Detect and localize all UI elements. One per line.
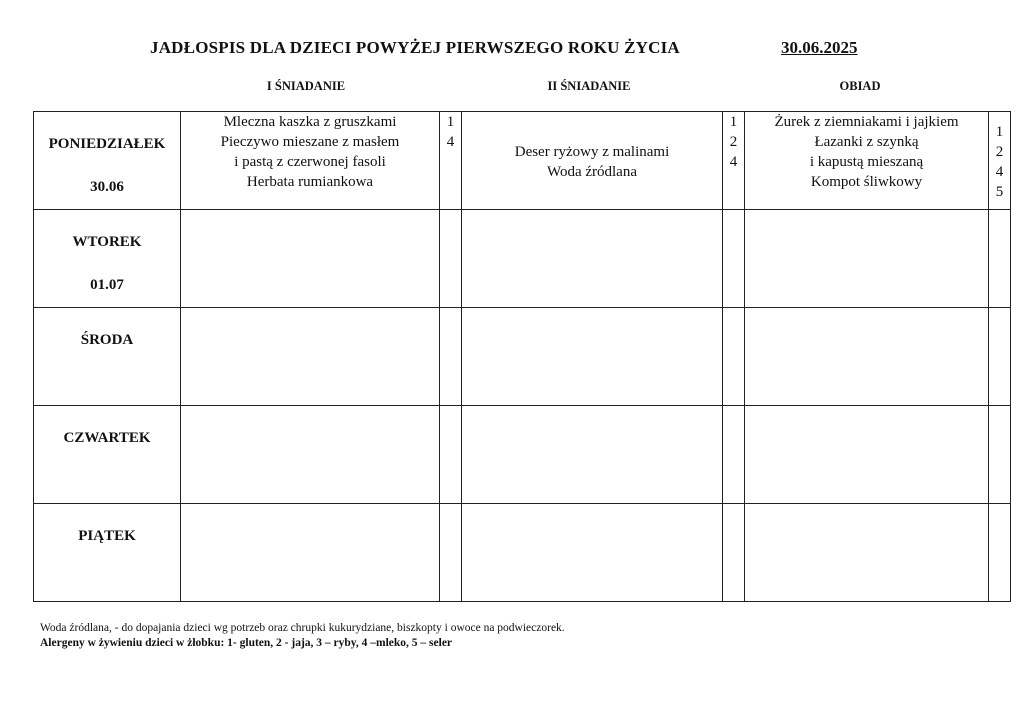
day-date: 30.06 bbox=[90, 179, 124, 195]
meal-cell-breakfast1 bbox=[181, 308, 440, 406]
allergen-number: 1 bbox=[446, 114, 455, 130]
allergen-cell-breakfast1 bbox=[440, 210, 462, 308]
table-row-monday bbox=[34, 112, 1011, 210]
table-row-thursday bbox=[34, 406, 1011, 504]
meal-cell-breakfast1 bbox=[181, 504, 440, 602]
meal-item: i kapustą mieszaną bbox=[809, 154, 924, 170]
day-cell-wednesday bbox=[34, 308, 181, 406]
allergen-cell-breakfast2 bbox=[723, 112, 745, 210]
allergen-cell-breakfast2 bbox=[723, 308, 745, 406]
meal-item: Kompot śliwkowy bbox=[810, 174, 923, 190]
allergen-cell-breakfast2 bbox=[723, 210, 745, 308]
allergen-number: 5 bbox=[995, 184, 1004, 200]
page-title: JADŁOSPIS DLA DZIECI POWYŻEJ PIERWSZEGO ROKU ŻYCIA bbox=[150, 38, 680, 57]
allergen-number: 1 bbox=[995, 124, 1004, 140]
meal-cell-lunch bbox=[745, 112, 989, 210]
meal-item: Łazanki z szynką bbox=[814, 134, 919, 150]
day-name: CZWARTEK bbox=[63, 430, 151, 446]
day-name: ŚRODA bbox=[80, 332, 134, 348]
meal-cell-breakfast2 bbox=[462, 504, 723, 602]
allergen-cell-lunch bbox=[989, 308, 1011, 406]
meal-item: Pieczywo mieszane z masłem bbox=[220, 134, 400, 150]
meal-cell-breakfast2 bbox=[462, 308, 723, 406]
allergen-cell-lunch bbox=[989, 112, 1011, 210]
allergen-number: 2 bbox=[995, 144, 1004, 160]
allergen-number: 4 bbox=[446, 134, 455, 150]
footer-note: Woda źródlana, - do dopajania dzieci wg potrzeb oraz chrupki kukurydziane, biszkopty i owoce na podwieczorek. bbox=[40, 622, 565, 634]
meal-item: Żurek z ziemniakami i jajkiem bbox=[774, 114, 959, 130]
meal-cell-lunch bbox=[745, 210, 989, 308]
allergen-cell-breakfast1 bbox=[440, 112, 462, 210]
meal-cell-lunch bbox=[745, 406, 989, 504]
column-header-lunch: OBIAD bbox=[839, 79, 881, 93]
allergen-cell-lunch bbox=[989, 504, 1011, 602]
meal-cell-breakfast1 bbox=[181, 406, 440, 504]
table-row-wednesday bbox=[34, 308, 1011, 406]
allergen-cell-breakfast2 bbox=[723, 406, 745, 504]
day-cell-tuesday bbox=[34, 210, 181, 308]
meal-cell-breakfast2 bbox=[462, 406, 723, 504]
meal-item: Woda źródlana bbox=[547, 164, 637, 180]
footer-notes bbox=[40, 621, 565, 651]
allergen-cell-breakfast2 bbox=[723, 504, 745, 602]
meal-cell-lunch bbox=[745, 504, 989, 602]
meal-cell-lunch bbox=[745, 308, 989, 406]
title-row bbox=[0, 38, 1024, 62]
column-header-breakfast1: I ŚNIADANIE bbox=[266, 79, 346, 93]
allergen-number: 2 bbox=[729, 134, 738, 150]
menu-date: 30.06.2025 bbox=[781, 38, 858, 57]
table-row-friday bbox=[34, 504, 1011, 602]
meal-item: Herbata rumiankowa bbox=[246, 174, 374, 190]
allergen-cell-breakfast1 bbox=[440, 406, 462, 504]
meal-cell-breakfast2 bbox=[462, 210, 723, 308]
meal-item: Mleczna kaszka z gruszkami bbox=[223, 114, 397, 130]
meal-cell-breakfast2 bbox=[462, 112, 723, 210]
allergen-cell-breakfast1 bbox=[440, 308, 462, 406]
meal-cell-breakfast1 bbox=[181, 210, 440, 308]
allergen-number: 1 bbox=[729, 114, 738, 130]
allergen-number: 4 bbox=[995, 164, 1004, 180]
day-name: PIĄTEK bbox=[78, 528, 136, 544]
menu-table bbox=[33, 111, 1011, 602]
day-date: 01.07 bbox=[90, 277, 124, 293]
day-name: PONIEDZIAŁEK bbox=[48, 136, 166, 152]
allergen-cell-lunch bbox=[989, 210, 1011, 308]
day-cell-monday bbox=[34, 112, 181, 210]
allergen-number: 4 bbox=[729, 154, 738, 170]
allergens-legend: Alergeny w żywieniu dzieci w żłobku: 1- gluten, 2 - jaja, 3 – ryby, 4 –mleko, 5 – seler bbox=[40, 637, 453, 649]
day-cell-thursday bbox=[34, 406, 181, 504]
meal-cell-breakfast1 bbox=[181, 112, 440, 210]
table-row-tuesday bbox=[34, 210, 1011, 308]
meal-item: i pastą z czerwonej fasoli bbox=[234, 154, 386, 170]
column-header-breakfast2: II ŚNIADANIE bbox=[547, 79, 631, 93]
allergen-cell-breakfast1 bbox=[440, 504, 462, 602]
allergen-cell-lunch bbox=[989, 406, 1011, 504]
day-cell-friday bbox=[34, 504, 181, 602]
day-name: WTOREK bbox=[72, 234, 142, 250]
meal-item: Deser ryżowy z malinami bbox=[514, 144, 670, 160]
